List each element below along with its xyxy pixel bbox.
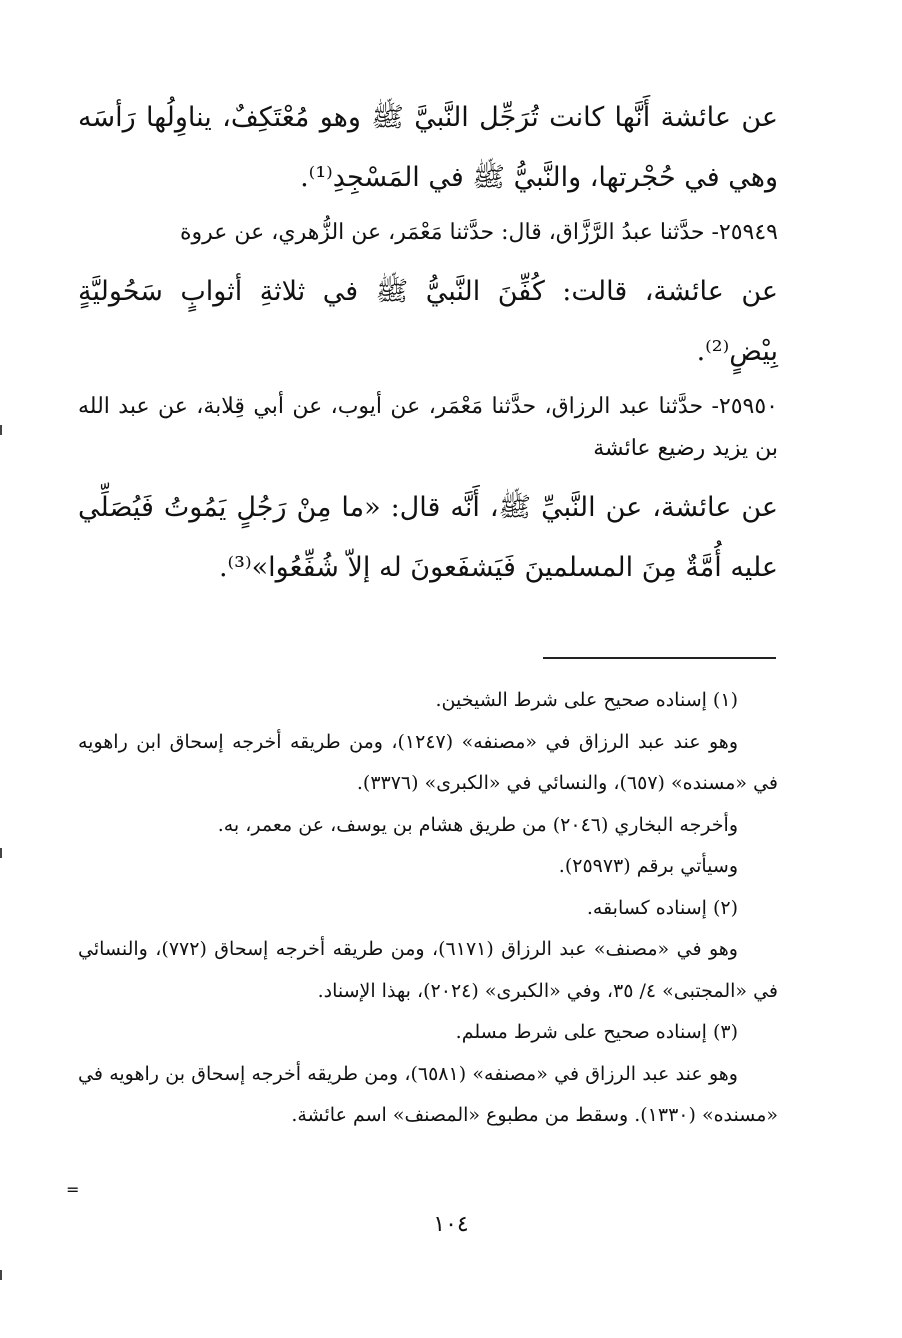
- scan-edge-mark: [0, 848, 2, 858]
- scan-edge-mark: [0, 1270, 2, 1280]
- hadith-text: عن عائشة، عن النَّبيِّ ﷺ، أَنَّه قال: «ما مِنْ رَجُلٍ يَمُوتُ فَيُصَلِّي عليه أُمَّةٌ مِنَ المسلمينَ فَيَشفَعونَ له إلاّ شُفِّعُوا»⁽³⁾.: [78, 492, 778, 583]
- footnote-line: (٣) إسناده صحيح على شرط مسلم.: [455, 1021, 738, 1043]
- footnote-separator: [543, 657, 776, 659]
- scan-edge-mark: [0, 425, 2, 435]
- main-text: [78, 88, 778, 602]
- footnote-line: وهو عند عبد الرزاق في «مصنفه» (٦٥٨١)، ومن طريقه أخرجه إسحاق بن راهويه في «مسنده» (١٣٣٠). وسقط من مطبوع «المصنف» اسم عائشة.: [78, 1062, 778, 1126]
- hadith-text: عن عائشة أَنَّها كانت تُرَجِّل النَّبيَّ ﷺ وهو مُعْتَكِفٌ، يناوِلُها رَأسَه وهي في حُجْرتها، والنَّبيُّ ﷺ في المَسْجِدِ⁽¹⁾.: [78, 102, 778, 193]
- footnotes: [78, 680, 778, 1137]
- footnote-line: وأخرجه البخاري (٢٠٤٦) من طريق هشام بن يوسف، عن معمر، به.: [217, 813, 738, 836]
- isnad-chain: ٢٥٩٥٠- حدَّثنا عبد الرزاق، حدَّثنا مَعْمَر، عن أيوب، عن أبي قِلابة، عن عبد الله بن يزيد رضيع عائشة: [78, 394, 778, 461]
- footnote-line: (١) إسناده صحيح على شرط الشيخين.: [435, 689, 738, 711]
- continuation-mark: =: [66, 1180, 80, 1199]
- footnote-line: وهو في «مصنف» عبد الرزاق (٦١٧١)، ومن طريقه أخرجه إسحاق (٧٧٢)، والنسائي في «المجتبى» ٤/ ٣٥، وفي «الكبرى» (٢٠٢٤)، بهذا الإسناد.: [78, 938, 778, 1002]
- page-number: ١٠٤: [433, 1212, 469, 1237]
- footnote-line: وهو عند عبد الرزاق في «مصنفه» (١٢٤٧)، ومن طريقه أخرجه إسحاق ابن راهويه في «مسنده» (٦٥٧)، والنسائي في «الكبرى» (٣٣٧٦).: [78, 730, 778, 794]
- isnad-chain: ٢٥٩٤٩- حدَّثنا عبدُ الرَّزَّاق، قال: حدَّثنا مَعْمَر، عن الزُّهري، عن عروة: [179, 220, 778, 245]
- footnote-line: وسيأتي برقم (٢٥٩٧٣).: [558, 855, 738, 877]
- hadith-text: عن عائشة، قالت: كُفِّنَ النَّبيُّ ﷺ في ثلاثةِ أثوابٍ سَحُوليَّةٍ بِيْضٍ⁽²⁾.: [78, 276, 778, 367]
- footnote-line: (٢) إسناده كسابقه.: [586, 896, 738, 919]
